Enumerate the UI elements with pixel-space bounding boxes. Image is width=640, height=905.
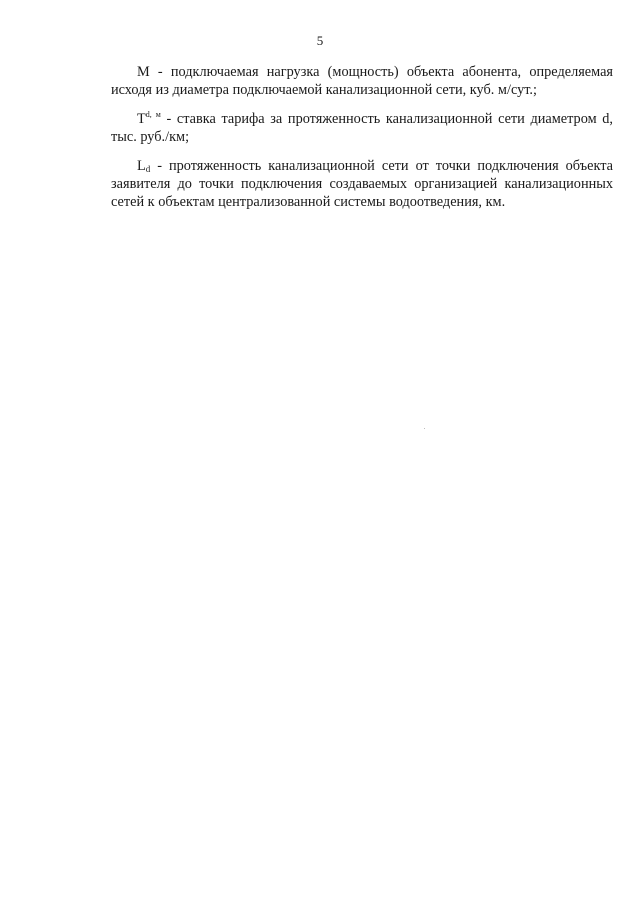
superscript-d-m: d, м: [145, 110, 161, 119]
definition-text-load: - подключаемая нагрузка (мощность) объекта абонента, определяемая исходя из диаметра подключаемой канализационной сети, куб. м/сут.;: [111, 64, 613, 98]
symbol-t: T: [137, 111, 146, 127]
symbol-m: M: [137, 64, 150, 80]
definition-text-length: - протяженность канализационной сети от точки подключения объекта заявителя до точки подключения создаваемых организацией канализационных сетей к объектам централизованной системы водоотведения, км.: [111, 158, 613, 210]
scan-speck: [424, 428, 425, 429]
definition-paragraph-tariff: [111, 110, 613, 146]
definition-paragraph-length: [111, 157, 613, 211]
symbol-l: L: [137, 158, 146, 174]
definition-paragraph-load: [111, 63, 613, 99]
definition-text-tariff: - ставка тарифа за протяженность канализационной сети диаметром d, тыс. руб./км;: [111, 111, 613, 145]
subscript-d: d: [145, 164, 151, 174]
page-number: 5: [316, 33, 324, 48]
